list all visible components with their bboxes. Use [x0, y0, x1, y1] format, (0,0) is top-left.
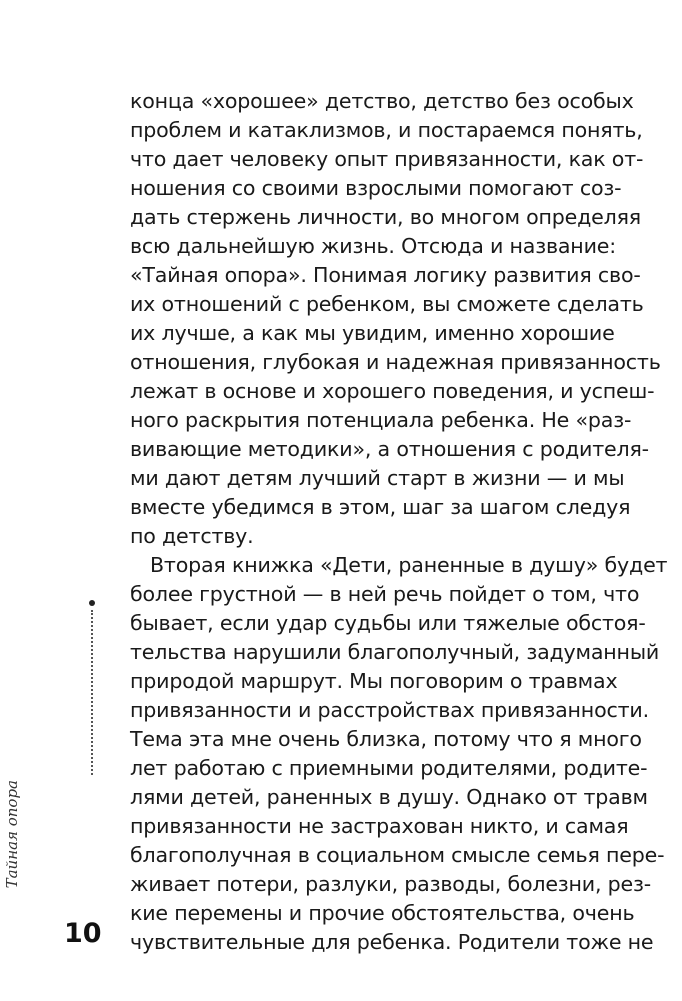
text-line: ного раскрытия потенциала ребенка. Не «раз-	[130, 408, 632, 432]
running-head-rule	[84, 600, 106, 900]
text-line: Вторая книжка «Дети, раненные в душу» будет	[150, 553, 668, 577]
text-line: тельства нарушили благополучный, задуманный	[130, 640, 660, 664]
text-line: дать стержень личности, во многом определяя	[130, 205, 641, 229]
text-line: по детству.	[130, 524, 254, 548]
text-line: привязанности и расстройствах привязанности.	[130, 698, 649, 722]
bullet-dot-icon	[89, 600, 95, 606]
page-number: 10	[64, 918, 102, 949]
text-line: лет работаю с приемными родителями, родите-	[130, 756, 648, 780]
text-line: бывает, если удар судьбы или тяжелые обстоя-	[130, 611, 646, 635]
text-line: кие перемены и прочие обстоятельства, очень	[130, 901, 635, 925]
text-line: лями детей, раненных в душу. Однако от травм	[130, 785, 648, 809]
text-line: проблем и катаклизмов, и постараемся понять,	[130, 118, 643, 142]
running-head-title: Тайная опора	[3, 780, 21, 889]
text-line: вместе убедимся в этом, шаг за шагом следуя	[130, 495, 631, 519]
text-line: всю дальнейшую жизнь. Отсюда и название:	[130, 234, 616, 258]
text-line: привязанности не застрахован никто, и самая	[130, 814, 629, 838]
dotted-divider	[91, 610, 93, 775]
body-text	[130, 87, 668, 957]
text-line: более грустной — в ней речь пойдет о том, что	[130, 582, 640, 606]
text-line: благополучная в социальном смысле семья пере-	[130, 843, 665, 867]
text-line: их отношений с ребенком, вы сможете сделать	[130, 292, 644, 316]
text-line: отношения, глубокая и надежная привязанность	[130, 350, 661, 374]
text-line: конца «хорошее» детство, детство без особых	[130, 89, 634, 113]
text-line: что дает человеку опыт привязанности, как от-	[130, 147, 644, 171]
text-line: ношения со своими взрослыми помогают соз-	[130, 176, 622, 200]
text-line: живает потери, разлуки, разводы, болезни, рез-	[130, 872, 652, 896]
text-line: Тема эта мне очень близка, потому что я много	[130, 727, 642, 751]
text-line: вивающие методики», а отношения с родителя-	[130, 437, 649, 461]
text-line: чувствительные для ребенка. Родители тоже не	[130, 930, 654, 954]
text-line: «Тайная опора». Понимая логику развития сво-	[130, 263, 641, 287]
text-line: ми дают детям лучший старт в жизни — и мы	[130, 466, 625, 490]
text-line: лежат в основе и хорошего поведения, и успеш-	[130, 379, 655, 403]
text-line: природой маршрут. Мы поговорим о травмах	[130, 669, 618, 693]
text-line: их лучше, а как мы увидим, именно хорошие	[130, 321, 615, 345]
